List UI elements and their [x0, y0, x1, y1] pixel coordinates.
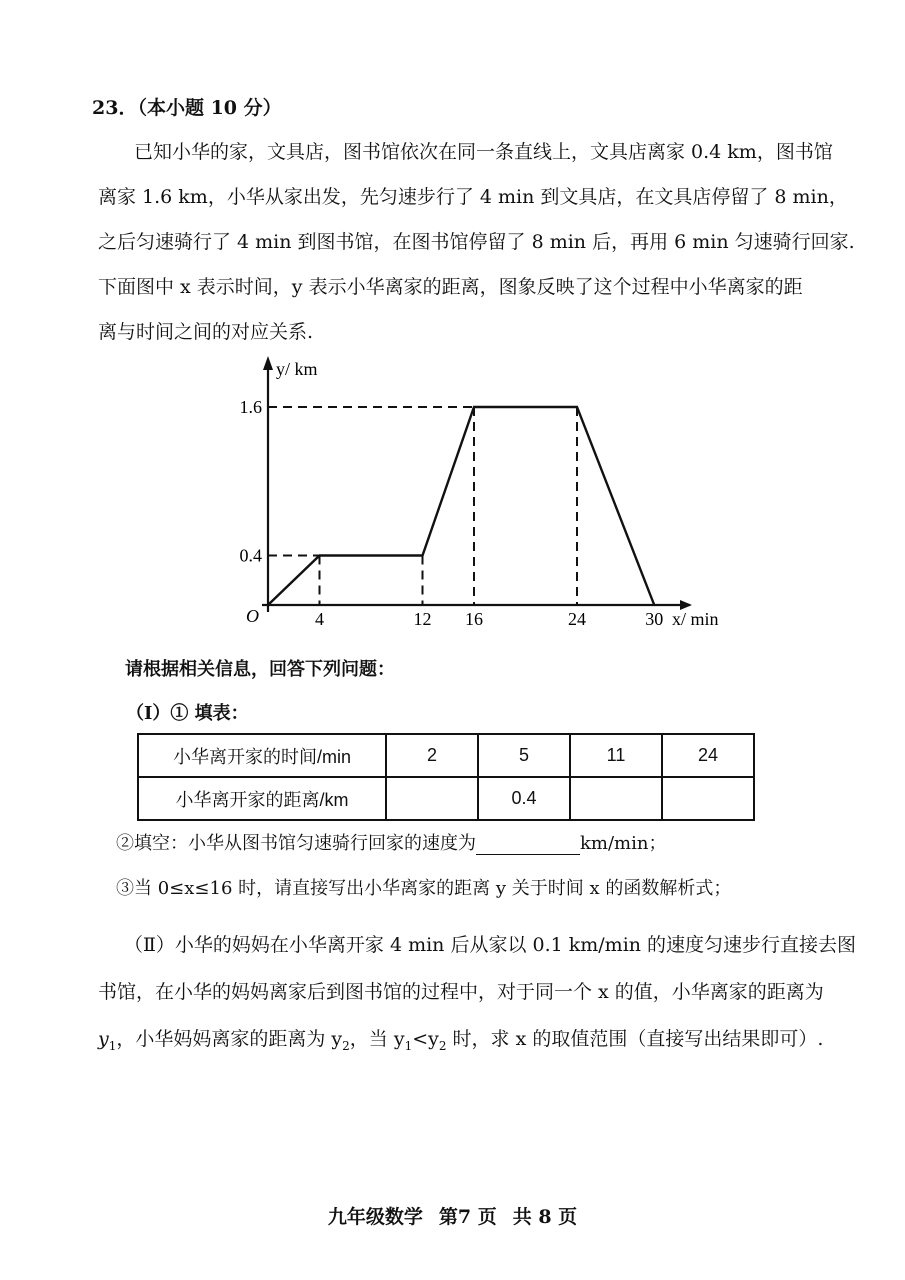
table-row-header: 小华离开家的时间/min: [138, 734, 386, 777]
part2-text: 时，求 x 的取值范围（直接写出结果即可）.: [446, 1028, 824, 1050]
footer-total: 共 8 页: [512, 1206, 578, 1228]
y2-subscript: 2: [438, 1038, 447, 1053]
x-tick-label: 24: [568, 609, 586, 629]
part2-text: ，小华妈妈离家的距离为 y: [116, 1028, 343, 1050]
table-row: [138, 777, 754, 820]
y1-subscript: 1: [108, 1038, 117, 1053]
answer-blank[interactable]: [476, 836, 580, 855]
table-row: [138, 734, 754, 777]
x-axis-label: x/ min: [672, 609, 719, 629]
paragraph-line: 已知小华的家，文具店，图书馆依次在同一条直线上，文具店离家 0.4 km，图书馆: [134, 141, 833, 163]
table-cell: 24: [662, 734, 754, 777]
y1-subscript: 1: [404, 1038, 413, 1053]
table-row-header: 小华离开家的距离/km: [138, 777, 386, 820]
part2-line: （Ⅱ）小华的妈妈在小华离开家 4 min 后从家以 0.1 km/min 的速度匀速步行直接去图: [124, 934, 857, 956]
table-cell: 11: [570, 734, 662, 777]
question-number: 23．: [92, 97, 138, 119]
speed-question: [116, 829, 666, 855]
paragraph-line: 离与时间之间的对应关系.: [98, 321, 314, 343]
part2-paragraph: [98, 922, 857, 1070]
part1-label: （Ⅰ）① 填表：: [126, 703, 249, 724]
table-cell-blank[interactable]: [662, 777, 754, 820]
part2-line: 书馆，在小华的妈妈离家后到图书馆的过程中，对于同一个 x 的值，小华离家的距离为: [98, 981, 824, 1003]
function-question: ③当 0≤x≤16 时，请直接写出小华离家的距离 y 关于时间 x 的函数解析式；: [116, 878, 732, 899]
paragraph-line: 离家 1.6 km，小华从家出发，先匀速步行了 4 min 到文具店，在文具店停留了 8 min，: [98, 186, 848, 208]
y2-subscript: 2: [342, 1038, 350, 1053]
x-tick-label: 16: [465, 609, 483, 629]
part2-text: <y: [412, 1028, 439, 1050]
speed-unit: km/min；: [580, 833, 667, 854]
table-cell: 5: [478, 734, 570, 777]
guide-lines: [268, 407, 577, 605]
y-axis-arrow-icon: [263, 356, 273, 370]
prompt-text: 请根据相关信息，回答下列问题：: [125, 659, 395, 680]
footer-subject: 九年级数学: [327, 1206, 423, 1228]
part2-line: [98, 1016, 838, 1070]
x-tick-label: 4: [315, 609, 324, 629]
y-tick-label: 0.4: [239, 545, 262, 566]
table-cell: 2: [386, 734, 478, 777]
part2-text: ，当 y: [349, 1028, 405, 1050]
paragraph-line: 下面图中 x 表示时间，y 表示小华离家的距离，图象反映了这个过程中小华离家的距: [98, 276, 803, 298]
y1-symbol: y: [98, 1028, 109, 1050]
table-cell-blank[interactable]: [570, 777, 662, 820]
speed-question-text: ②填空：小华从图书馆匀速骑行回家的速度为: [116, 833, 476, 854]
table-cell: 0.4: [478, 777, 570, 820]
fill-in-table: [137, 733, 755, 821]
origin-label: O: [246, 606, 259, 626]
page-footer: [0, 1202, 905, 1229]
question-points: （本小题 10 分）: [137, 97, 282, 119]
table-cell-blank[interactable]: [386, 777, 478, 820]
paragraph-line: 之后匀速骑行了 4 min 到图书馆，在图书馆停留了 8 min 后，再用 6 min 匀速骑行回家.: [98, 231, 855, 253]
distance-series-line: [268, 407, 654, 605]
y-axis-label: y/ km: [276, 359, 318, 379]
x-tick-label: 12: [413, 609, 432, 629]
y-tick-label: 1.6: [239, 397, 262, 417]
footer-page: 第7 页: [438, 1206, 497, 1228]
x-tick-label: 30: [645, 609, 664, 629]
